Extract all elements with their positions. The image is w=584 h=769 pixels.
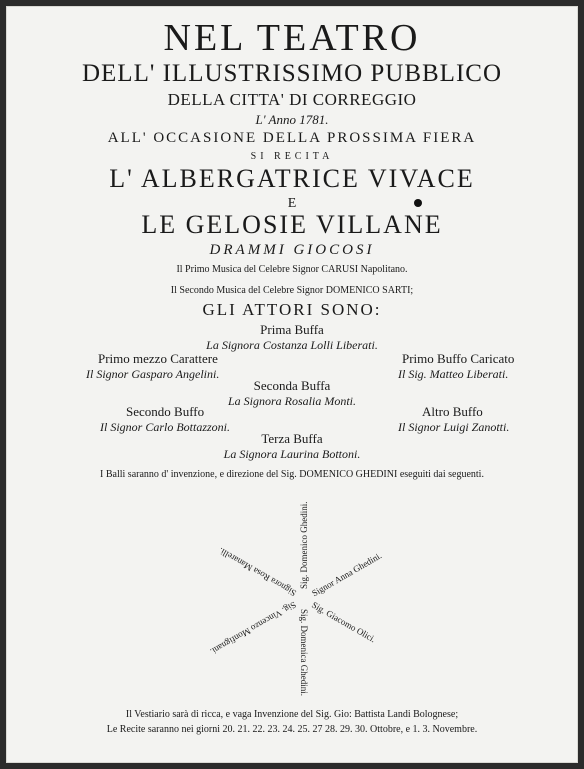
music-credit-1: Il Primo Musica del Celebre Signor CARUSI Napolitano.	[176, 264, 408, 275]
dancer-5: Sig. Vincenzo Monfignani.	[208, 599, 298, 657]
footer-line-2: Le Recite saranno nei giorni 20. 21. 22. 23. 24. 25. 27 28. 29. 30. Ottobre, e 1. 3. Novembre.	[106, 724, 478, 735]
name-prima-buffa: La Signora Costanza Lolli Liberati.	[206, 338, 378, 352]
name-secondo-buffo: Il Signor Carlo Bottazzoni.	[100, 420, 231, 434]
role-prima-buffa: Prima Buffa	[260, 322, 324, 337]
dancer-1: Sig. Domenico Ghedini.	[299, 501, 309, 589]
role-primo-mezzo: Primo mezzo Carattere	[98, 351, 218, 366]
name-seconda-buffa: La Signora Rosalia Monti.	[227, 394, 356, 408]
subtitle: DRAMMI GIOCOSI	[209, 242, 375, 258]
name-altro-buffo: Il Signor Luigi Zanotti.	[398, 420, 510, 434]
role-altro-buffo: Altro Buffo	[422, 404, 483, 419]
role-seconda-buffa: Seconda Buffa	[253, 378, 331, 393]
opera-title-1: L' ALBERGATRICE VIVACE	[109, 164, 475, 193]
opera-title-2: LE GELOSIE VILLANE	[141, 210, 443, 239]
si-recita-line: SI RECITA	[250, 151, 334, 162]
name-terza-buffa: La Signora Laurina Bottoni.	[223, 447, 361, 461]
ink-blot	[414, 199, 422, 207]
occasion-line: ALL' OCCASIONE DELLA PROSSIMA FIERA	[107, 130, 477, 146]
dancer-3: Sig. Giacomo Olici.	[310, 599, 378, 645]
year-line: L' Anno 1781.	[255, 112, 329, 127]
conjunction: E	[287, 196, 297, 211]
role-terza-buffa: Terza Buffa	[261, 431, 323, 446]
heading-line-3: DELLA CITTA' DI CORREGGIO	[167, 90, 417, 109]
dancer-2: Signor Anna Ghedini.	[310, 550, 384, 599]
cast-heading: GLI ATTORI SONO:	[202, 300, 382, 319]
role-primo-buffo: Primo Buffo Caricato	[402, 351, 515, 366]
footer-line-1: Il Vestiario sarà di ricca, e vaga Invenzione del Sig. Gio: Battista Landi Bolognese;	[125, 709, 459, 720]
heading-line-1: NEL TEATRO	[163, 17, 421, 59]
dancer-4: Sig. Domenica Ghedini.	[299, 609, 309, 696]
balli-credit: I Balli saranno d' invenzione, e direzione del Sig. DOMENICO GHEDINI eseguiti dai seguenti.	[100, 469, 484, 480]
dancer-6: Signora Rosa Manarelli.	[216, 545, 298, 599]
role-secondo-buffo: Secondo Buffo	[126, 404, 205, 419]
playbill-sheet	[6, 6, 578, 763]
music-credit-2: Il Secondo Musica del Celebre Signor DOMENICO SARTI;	[170, 285, 414, 296]
dancers-star	[6, 6, 578, 763]
name-primo-mezzo: Il Signor Gasparo Angelini.	[86, 367, 220, 381]
name-primo-buffo: Il Sig. Matteo Liberati.	[398, 367, 509, 381]
heading-line-2: DELL' ILLUSTRISSIMO PUBBLICO	[81, 60, 503, 87]
